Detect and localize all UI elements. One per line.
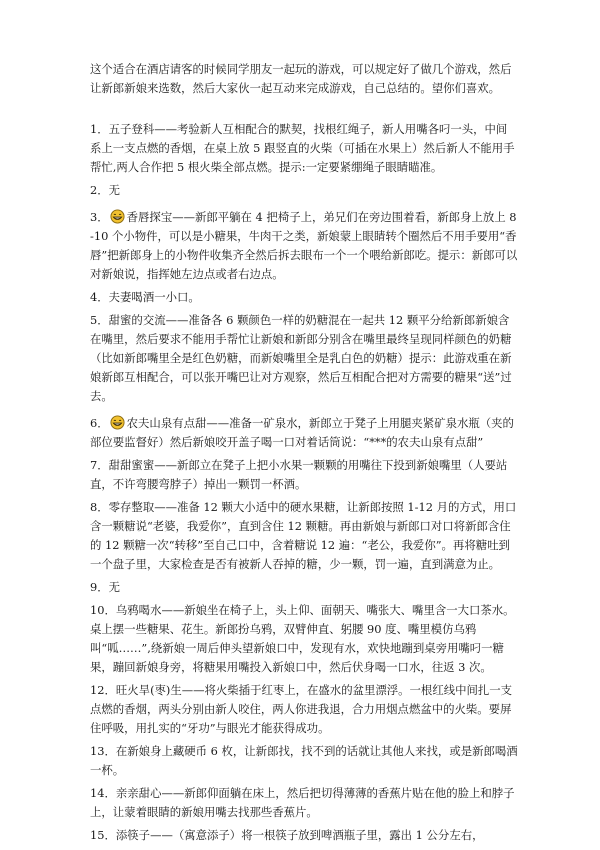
list-item [90,826,518,845]
list-item-number: 2． [90,183,109,197]
list-item-number: 7． [90,458,109,472]
list-item [90,120,518,177]
list-item [90,681,518,738]
list-item-text: 农夫山泉有点甜——准备一矿泉水，新郎立于凳子上用腿夹紧矿泉水瓶（夹的部位要监督好）然后新娘咬开盖子喝一口对着话筒说：“***的农夫山泉有点甜” [90,416,514,449]
list-item [90,498,518,574]
list-item-number: 10． [90,603,116,617]
list-item-text: 甜蜜的交流——准备各 6 颗颜色一样的奶糖混在一起共 12 颗平分给新郎新娘含在嘴里，然后要求不能用手帮忙让新娘和新郎分别含在嘴里最终呈现同样颜色的奶糖（比如新郎嘴里全是红色奶糖，而新娘嘴里全是乳白色的奶糖）提示：此游戏重在新娘新郎互相配合，可以张开嘴巴让对方观察，然后互相配合把对方需要的糖果“送”过去。 [90,313,512,403]
list-item-text: 乌鸦喝水——新娘坐在椅子上，头上仰、面朝天、嘴张大、嘴里含一大口茶水。桌上摆一些糖果、花生。新郎扮乌鸦，双臂伸直、躬腰 90 度、嘴里模仿乌鸦叫“呱……”,绕新娘一周后伸头望新娘口中，发现有水，欢快地蹦到桌旁用嘴叼一糖果，蹦回新娘身旁，将糖果用嘴投入新娘口中，然后伏身喝一口水，往返 3 次。 [90,603,515,674]
list-item-number: 12． [90,683,116,697]
list-item-text: 在新娘身上藏硬币 6 枚，让新郎找，找不到的话就让其他人来找，或是新郎喝酒一杯。 [90,744,518,777]
list-item-text: 无 [108,183,121,197]
list-item-number: 9． [90,580,109,594]
list-item [90,208,518,284]
game-list [90,120,518,845]
list-item-number: 8． [90,500,109,514]
grinning-face-icon [110,209,125,224]
list-item [90,288,518,307]
list-item-text: 零存整取——准备 12 颗大小适中的硬水果糖，让新郎按照 1-12 月的方式，用口含一颗糖说“老婆，我爱你”，直到含住 12 颗糖。再由新娘与新郎口对口将新郎含住的 12 颗糖一次“转移”至自己口中，含着糖说 12 遍：“老公，我爱你”。再将糖吐到一个盘子里，大家检查是否有被新人吞掉的糖，少一颗，罚一遍，直到满意为止。 [90,500,517,571]
list-item [90,601,518,677]
list-item-text: 五子登科——考验新人互相配合的默契，找根红绳子，新人用嘴各叼一头，中间系上一支点燃的香烟，在桌上放 5 跟竖直的火柴（可插在水果上）然后新人不能用手帮忙,两人合作把 5 根火柴全部点燃。提示:一定要紧绷绳子眼睛瞄准。 [90,122,515,174]
list-item-number: 5． [90,313,109,327]
list-item-text: 无 [108,580,121,594]
list-item-text: 添筷子——（寓意添子）将一根筷子放到啤酒瓶子里，露出 1 公分左右， [115,828,484,842]
list-item-number: 1． [90,122,109,136]
list-item-text: 香唇探宝——新郎平躺在 4 把椅子上，弟兄们在旁边围着看，新郎身上放上 8-10 个小物件，可以是小糖果，牛肉干之类，新娘蒙上眼睛转个圈然后不用手要用“香唇”把新郎身上的小物件收集齐全然后拆去眼布一个一个喂给新郎吃。提示：新郎可以对新娘说，指挥她左边点或者右边点。 [90,210,518,281]
list-item [90,181,518,200]
list-item-number: 4． [90,290,109,304]
list-item-number: 6． [90,416,109,430]
list-item-number: 14． [90,786,116,800]
list-item-number: 15． [90,828,116,842]
list-item-number: 13． [90,744,116,758]
document-page [90,60,518,849]
list-item-text: 亲亲甜心——新郎仰面躺在床上，然后把切得薄薄的香蕉片贴在他的脸上和脖子上，让蒙着眼睛的新娘用嘴去找那些香蕉片。 [90,786,515,819]
list-item [90,456,518,494]
list-item [90,311,518,406]
list-item-text: 夫妻喝酒一小口。 [108,290,200,304]
grinning-face-icon [110,415,125,430]
list-item-text: 旺火旱(枣)生——将火柴插于红枣上，在盛水的盆里漂浮。一根红线中间扎一支点燃的香烟，两头分别由新人咬住，两人你进我退，合力用烟点燃盆中的火柴。要屏住呼吸，用扎实的“牙功”与眼光才能获得成功。 [90,683,513,735]
list-item-number: 3． [90,210,109,224]
list-item-text: 甜甜蜜蜜——新郎立在凳子上把小水果一颗颗的用嘴往下投到新娘嘴里（人要站直，不许弯腰弯脖子）掉出一颗罚一杯酒。 [90,458,508,491]
intro-paragraph: 这个适合在酒店请客的时候同学朋友一起玩的游戏，可以规定好了做几个游戏，然后让新郎新娘来选数，然后大家伙一起互动来完成游戏，自己总结的。望你们喜欢。 [90,62,512,95]
list-item [90,578,518,597]
list-item [90,414,518,452]
list-item [90,784,518,822]
list-item [90,742,518,780]
